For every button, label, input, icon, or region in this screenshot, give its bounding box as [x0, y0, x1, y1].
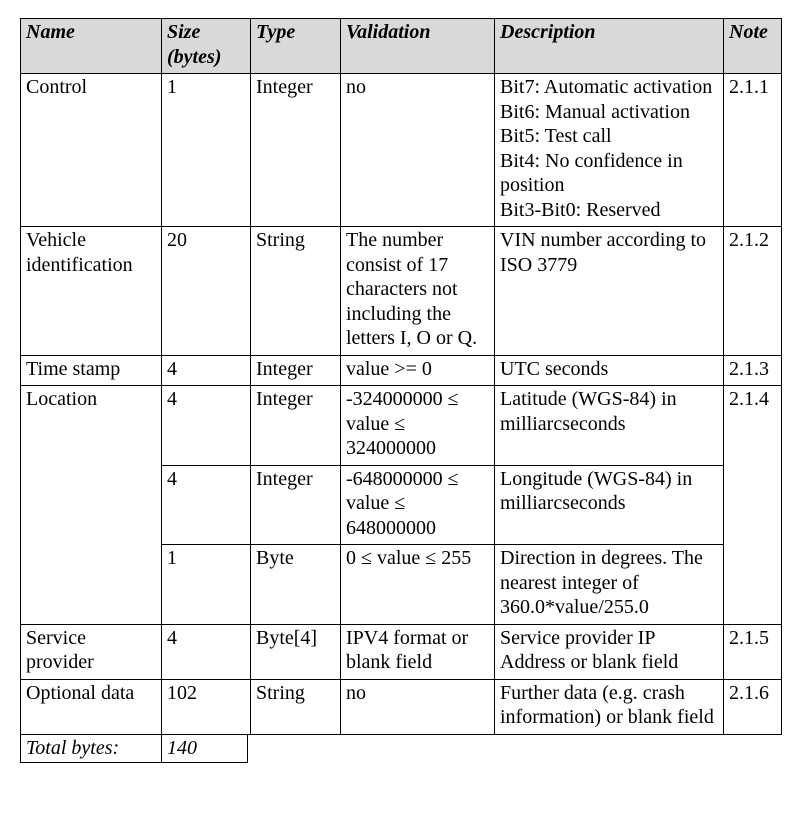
header-name: Name [21, 19, 162, 74]
total-row [21, 734, 248, 763]
cell-name: Time stamp [21, 355, 162, 386]
cell-validation: -324000000 ≤ value ≤ 324000000 [341, 386, 495, 466]
cell-size: 4 [162, 624, 251, 679]
total-label: Total bytes: [21, 734, 162, 763]
cell-validation: value >= 0 [341, 355, 495, 386]
total-bytes-table [20, 734, 248, 764]
cell-note: 2.1.4 [724, 386, 782, 625]
header-description: Description [495, 19, 724, 74]
header-type: Type [251, 19, 341, 74]
cell-description: Longitude (WGS-84) in milliarcseconds [495, 465, 724, 545]
cell-name: Optional data [21, 679, 162, 734]
header-size: Size (bytes) [162, 19, 251, 74]
cell-type: Integer [251, 386, 341, 466]
table-row-optional-data [21, 679, 782, 734]
table-row-vehicle-identification [21, 227, 782, 356]
cell-type: String [251, 227, 341, 356]
cell-type: Byte[4] [251, 624, 341, 679]
cell-type: String [251, 679, 341, 734]
cell-type: Integer [251, 465, 341, 545]
cell-validation: -648000000 ≤ value ≤ 648000000 [341, 465, 495, 545]
cell-type: Integer [251, 355, 341, 386]
cell-type: Integer [251, 74, 341, 227]
cell-type: Byte [251, 545, 341, 625]
cell-name: Location [21, 386, 162, 625]
cell-description: Service provider IP Address or blank field [495, 624, 724, 679]
cell-description: VIN number according to ISO 3779 [495, 227, 724, 356]
cell-size: 4 [162, 355, 251, 386]
cell-description: Bit7: Automatic activation Bit6: Manual activation Bit5: Test call Bit4: No confidence in position Bit3-Bit0: Reserved [495, 74, 724, 227]
cell-description: Direction in degrees. The nearest integer of 360.0*value/255.0 [495, 545, 724, 625]
cell-description: UTC seconds [495, 355, 724, 386]
cell-note: 2.1.2 [724, 227, 782, 356]
cell-note: 2.1.3 [724, 355, 782, 386]
cell-size: 20 [162, 227, 251, 356]
cell-note: 2.1.5 [724, 624, 782, 679]
cell-validation: IPV4 format or blank field [341, 624, 495, 679]
cell-name: Control [21, 74, 162, 227]
header-validation: Validation [341, 19, 495, 74]
cell-size: 1 [162, 74, 251, 227]
message-format-table [20, 18, 782, 735]
cell-validation: no [341, 679, 495, 734]
total-value: 140 [162, 734, 248, 763]
document [20, 18, 782, 763]
cell-note: 2.1.6 [724, 679, 782, 734]
table-row-control [21, 74, 782, 227]
table-row-location-latitude [21, 386, 782, 466]
cell-validation: 0 ≤ value ≤ 255 [341, 545, 495, 625]
cell-size: 102 [162, 679, 251, 734]
header-note: Note [724, 19, 782, 74]
cell-name: Vehicle identification [21, 227, 162, 356]
cell-description: Further data (e.g. crash information) or blank field [495, 679, 724, 734]
cell-validation: The number consist of 17 characters not including the letters I, O or Q. [341, 227, 495, 356]
cell-name: Service provider [21, 624, 162, 679]
table-row-service-provider [21, 624, 782, 679]
table-row-time-stamp [21, 355, 782, 386]
cell-size: 1 [162, 545, 251, 625]
cell-description: Latitude (WGS-84) in milliarcseconds [495, 386, 724, 466]
cell-note: 2.1.1 [724, 74, 782, 227]
header-row [21, 19, 782, 74]
cell-size: 4 [162, 386, 251, 466]
cell-validation: no [341, 74, 495, 227]
cell-size: 4 [162, 465, 251, 545]
